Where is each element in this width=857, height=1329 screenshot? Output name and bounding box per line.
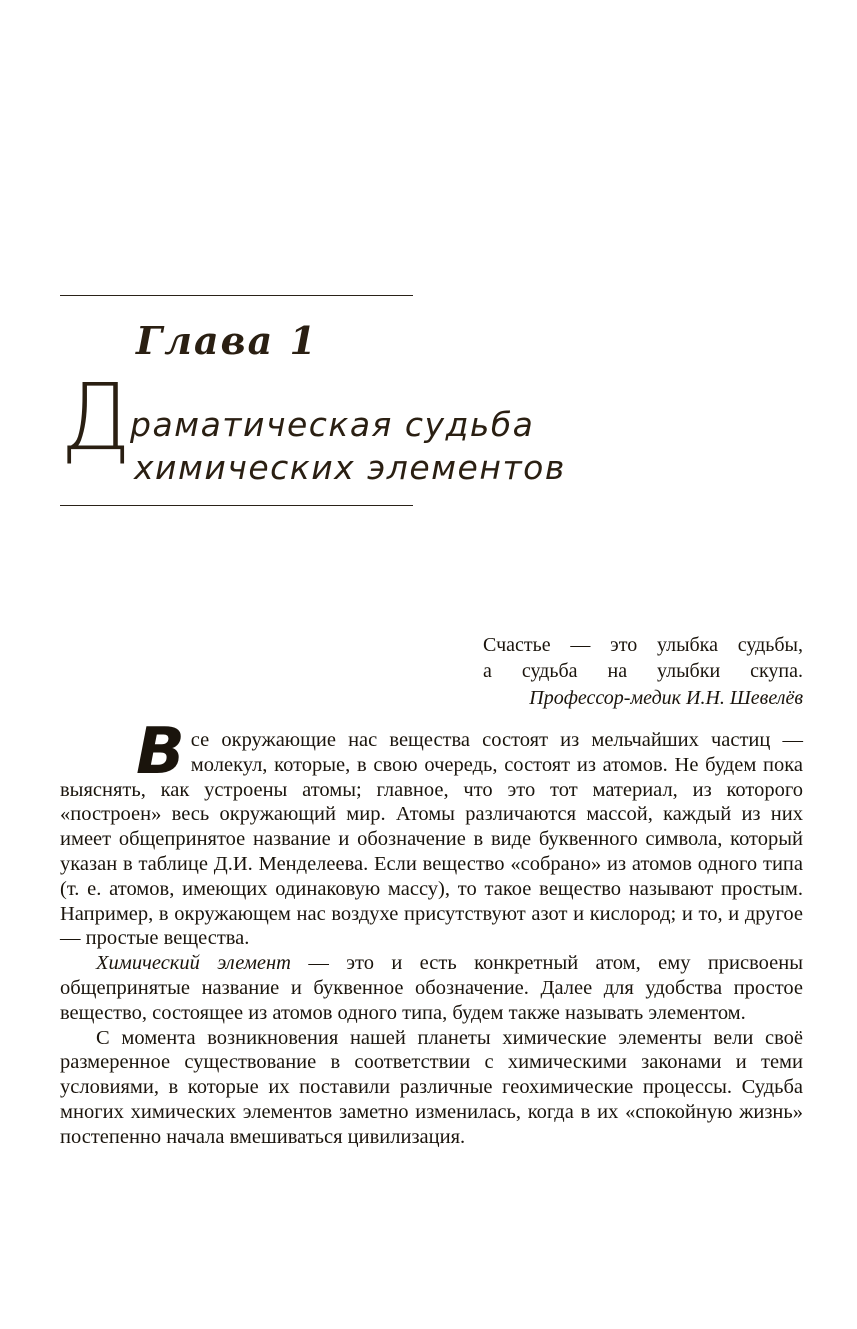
- paragraph-2: [60, 951, 803, 1025]
- drop-cap: В: [136, 715, 185, 789]
- chapter-rule-bottom: [60, 505, 413, 506]
- chapter-title-initial: Д: [60, 364, 132, 471]
- chapter-label: Глава 1: [136, 318, 318, 363]
- term-chemical-element: Химический элемент: [96, 952, 291, 975]
- chapter-title-line1: раматическая судьба: [130, 405, 535, 444]
- paragraph-1: [60, 715, 803, 951]
- paragraph-1-text: се окружающие нас вещества состоят из мельчайших частиц — молекул, которые, в свою очередь, состоят из атомов. Не будем пока выяснять, как устроены атомы; главное, что это тот материал, из которого «построен» весь окружающий мир. Атомы различаются массой, каждый из них имеет общепринятое название и обозначение в виде буквенного символа, который указан в таблице Д.И. Менделеева. Если вещество «собрано» из атомов одного типа (т. е. атомов, имеющих одинаковую массу), то такое вещество называют простым. Например, в окружающем нас воздухе присутствуют азот и кислород; и то, и другое — простые вещества.: [60, 729, 803, 950]
- epigraph-author: Профессор-медик И.Н. Шевелёв: [529, 687, 803, 709]
- body-text: [60, 715, 803, 1150]
- chapter-rule-top: [60, 295, 413, 296]
- epigraph-line1: Счастье — это улыбка судьбы,: [483, 634, 803, 656]
- paragraph-3: [60, 1026, 803, 1150]
- epigraph-line2: а судьба на улыбки скупа.: [483, 660, 803, 682]
- paragraph-3-text: С момента возникновения нашей планеты химические элементы вели своё размеренное существование в соответствии с химическими законами и теми условиями, в которые их поставили различные геохимические процессы. Судьба многих химических элементов заметно изменилась, когда в их «спокойную жизнь» постепенно начала вмешиваться цивилизация.: [60, 1026, 803, 1148]
- chapter-title-line2: химических элементов: [134, 448, 566, 487]
- epigraph: [483, 632, 803, 711]
- paragraph-2-text: — это и есть конкретный атом, ему присвоены общепринятые название и буквенное обозначение. Далее для удобства простое вещество, состоящее из атомов одного типа, будем также называть элементом.: [60, 952, 803, 1024]
